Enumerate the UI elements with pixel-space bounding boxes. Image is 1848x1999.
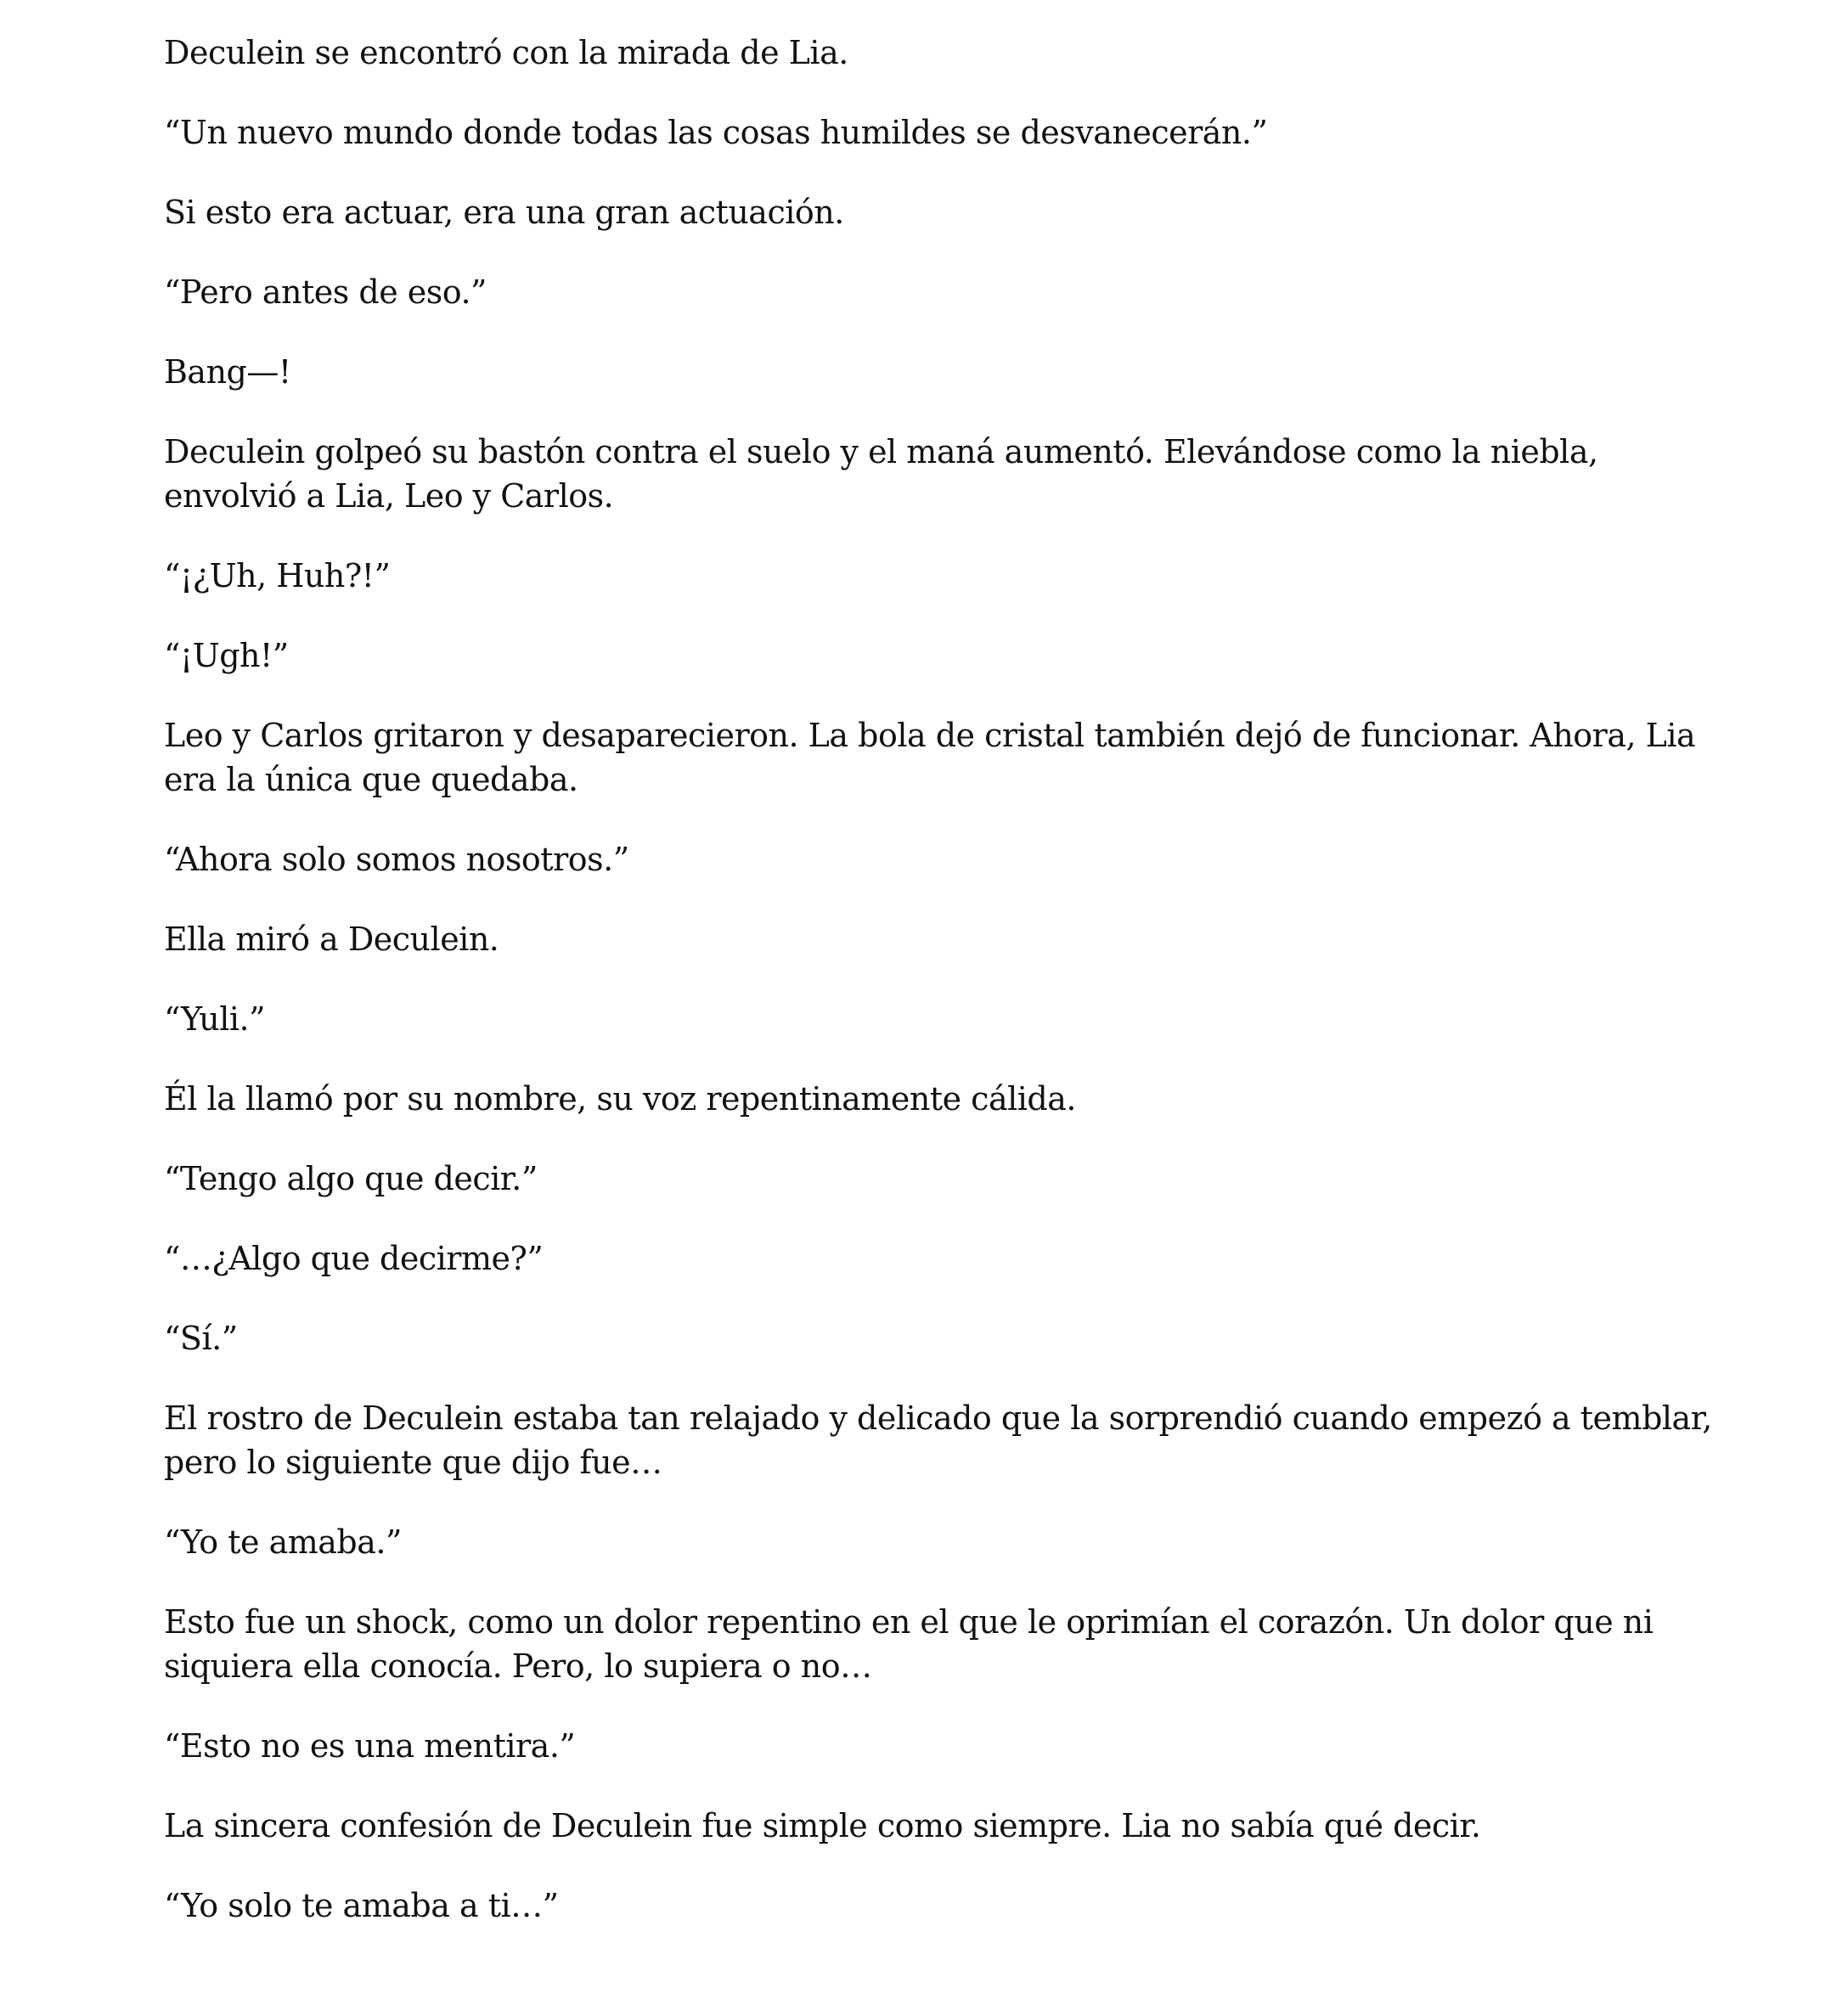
paragraph: “Yuli.” (164, 1000, 266, 1038)
paragraph: “…¿Algo que decirme?” (164, 1240, 544, 1277)
paragraph: La sincera confesión de Deculein fue simple como siempre. Lia no sabía qué decir. (164, 1807, 1481, 1844)
paragraph: Leo y Carlos gritaron y desaparecieron. La bola de cristal también dejó de funcionar. Ahora, Lia era la única que quedaba. (164, 717, 1696, 798)
paragraph: Esto fue un shock, como un dolor repentino en el que le oprimían el corazón. Un dolor que ni siquiera ella conocía. Pero, lo supiera o no… (164, 1603, 1654, 1685)
paragraph: “Yo solo te amaba a ti…” (164, 1887, 559, 1924)
paragraph: “Sí.” (164, 1320, 238, 1357)
paragraph: Él la llamó por su nombre, su voz repentinamente cálida. (164, 1080, 1076, 1118)
document-page (164, 31, 1718, 1963)
paragraph: Si esto era actuar, era una gran actuación. (164, 194, 844, 231)
paragraph: “¡¿Uh, Huh?!” (164, 557, 391, 594)
paragraph: “Esto no es una mentira.” (164, 1727, 576, 1765)
paragraph: Deculein se encontró con la mirada de Lia. (164, 34, 848, 71)
paragraph: “¡Ugh!” (164, 637, 289, 674)
paragraph: Bang—! (164, 353, 291, 391)
paragraph: “Pero antes de eso.” (164, 273, 487, 311)
paragraph: El rostro de Deculein estaba tan relajado y delicado que la sorprendió cuando empezó a temblar, pero lo siguiente que dijo fue… (164, 1399, 1712, 1481)
paragraph: “Un nuevo mundo donde todas las cosas humildes se desvanecerán.” (164, 114, 1268, 151)
paragraph: Ella miró a Deculein. (164, 921, 499, 958)
paragraph: “Ahora solo somos nosotros.” (164, 841, 629, 878)
paragraph: “Yo te amaba.” (164, 1523, 402, 1561)
paragraph: “Tengo algo que decir.” (164, 1160, 538, 1197)
paragraph: Deculein golpeó su bastón contra el suelo y el maná aumentó. Elevándose como la niebla, envolvió a Lia, Leo y Carlos. (164, 433, 1598, 515)
